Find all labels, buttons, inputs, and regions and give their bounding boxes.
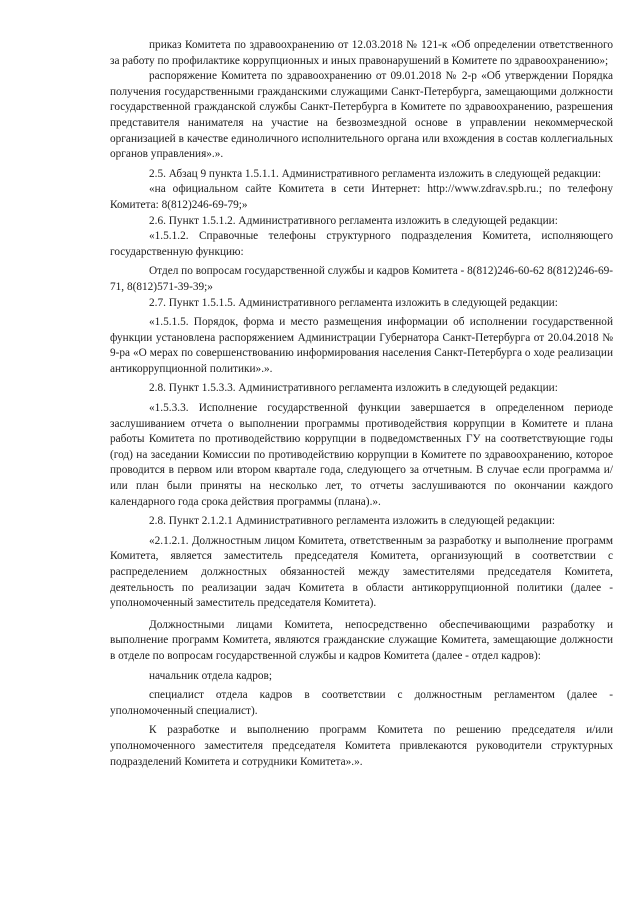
paragraph-specialist: специалист отдела кадров в соответствии с должностным регламентом (далее - уполномоченный специалист). — [110, 689, 613, 717]
paragraph-2-6-text: «1.5.1.2. Справочные телефоны структурного подразделения Комитета, исполняющего государственную функцию: — [110, 230, 613, 258]
paragraph-2-6-heading: 2.6. Пункт 1.5.1.2. Административного регламента изложить в следующей редакции: — [149, 214, 558, 227]
paragraph-officials: Должностными лицами Комитета, непосредственно обеспечивающими разработку и выполнение программ Комитета, являются гражданские служащие Комитета, замещающие должности в отделе по вопросам государственной службы и кадров Комитета (далее - отдел кадров): — [110, 618, 613, 662]
paragraph-involvement: К разработке и выполнению программ Комитета по решению председателя и/или уполномоченного заместителя председателя Комитета привлекаются руководители структурных подразделений Комитета и сотрудники Комитета».». — [110, 724, 613, 768]
paragraph-2-6-phones: Отдел по вопросам государственной службы и кадров Комитета - 8(812)246-60-62 8(812)246-69-71, 8(812)571-39-39;» — [110, 265, 614, 293]
paragraph-2-5-heading: 2.5. Абзац 9 пункта 1.5.1.1. Административного регламента изложить в следующей редакции: — [149, 167, 602, 180]
paragraph-2-8-heading: 2.8. Пункт 1.5.3.3. Административного регламента изложить в следующей редакции: — [149, 382, 558, 395]
paragraph-2-7-heading: 2.7. Пункт 1.5.1.5. Административного регламента изложить в следующей редакции: — [149, 296, 558, 309]
paragraph-2-8b-text: «2.1.2.1. Должностным лицом Комитета, ответственным за разработку и выполнение программ Комитета, является заместитель председателя Комитета, организующий в соответствии с распределением должностных обязанностей между заместителями председателя Комитета, деятельность по реализации задач Комитета в области антикоррупционной политики (далее - уполномоченный заместитель председателя Комитета). — [110, 534, 613, 610]
paragraph-2-8-text: «1.5.3.3. Исполнение государственной функции завершается в определенном периоде заслушиванием отчета о выполнении программы противодействия коррупции в Комитете и плана работы Комитета по противодействию коррупции в подведомственных ГУ на соответствующие годы (год) на заседании Комиссии по противодействию коррупции в Комитете по здравоохранению, которое проводится в первом или втором квартале года, следующего за отчетным. В случае если программа и/или план были приняты на несколько лет, то отчеты заслушиваются по окончании каждого календарного года срока действия программы (плана).». — [110, 402, 613, 508]
paragraph-order-2r: распоряжение Комитета по здравоохранению от 09.01.2018 № 2-р «Об утверждении Порядка получения государственными гражданскими служащими Санкт-Петербурга, замещающими должности государственной гражданской службы Санкт-Петербурга в Комитете по здравоохранению, разрешения представителя нанимателя на участие на безвозмездной основе в управлении некоммерческой организацией в качестве единоличного исполнительного органа или вхождения в состав коллегиальных органов управления».». — [110, 70, 613, 161]
paragraph-head-of-department: начальник отдела кадров; — [149, 669, 272, 682]
paragraph-order-121k: приказ Комитета по здравоохранению от 12.03.2018 № 121-к «Об определении ответственного за работу по профилактике коррупционных и иных правонарушений в Комитете по здравоохранению»; — [110, 39, 613, 67]
paragraph-2-8b-heading: 2.8. Пункт 2.1.2.1 Административного регламента изложить в следующей редакции: — [149, 515, 556, 528]
paragraph-2-7-text: «1.5.1.5. Порядок, форма и место размещения информации об исполнении государственной функции установлена распоряжением Администрации Губернатора Санкт-Петербурга от 20.04.2018 № 9-ра «О мерах по совершенствованию информирования населения Санкт-Петербурга о ходе реализации антикоррупционной политики».». — [110, 316, 613, 375]
paragraph-2-5-text: «на официальном сайте Комитета в сети Интернет: http://www.zdrav.spb.ru.; по телефону Комитета: 8(812)246-69-79;» — [110, 183, 613, 211]
